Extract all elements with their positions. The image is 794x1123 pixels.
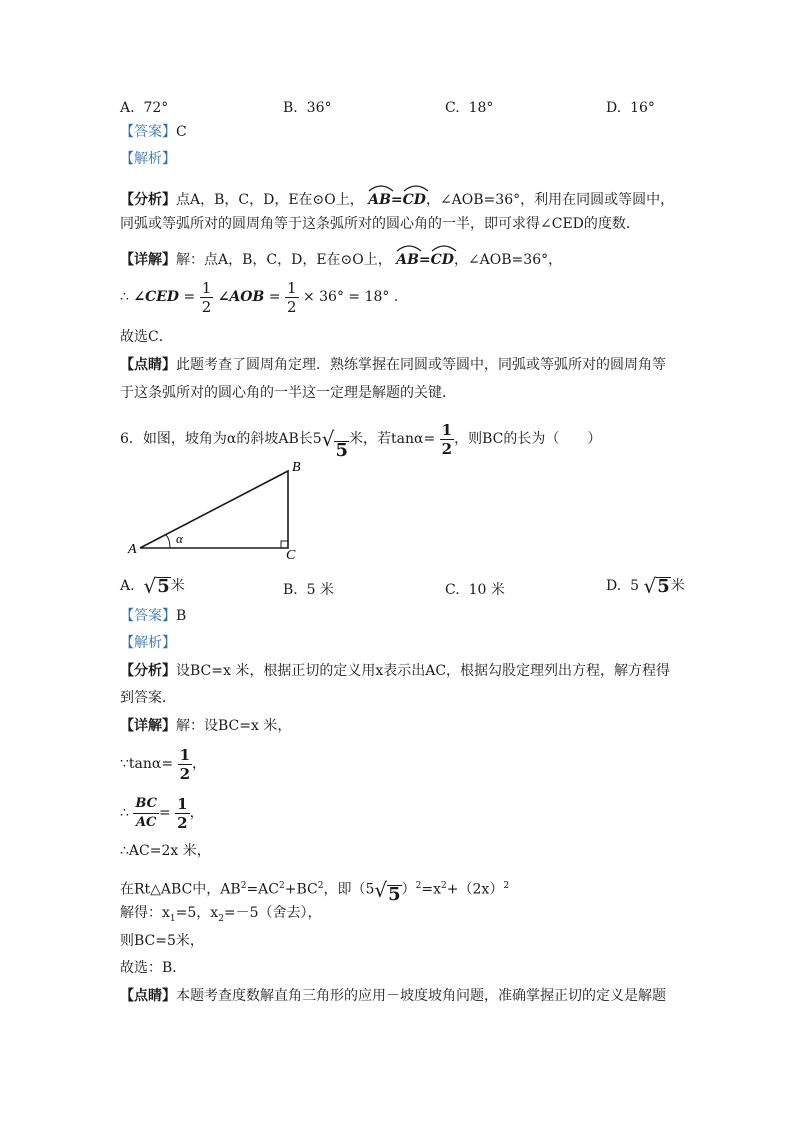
q6-option-b: B. 5 米 [283,582,335,598]
half-fraction: $\frac{1}{2}$ [201,278,212,316]
q5-option-d: D. 16° [606,100,655,116]
q6-step3: ∴ $\frac{BC}{AC}$ = $\frac{1}{2}$ ， [120,794,204,832]
label-c: C [286,548,296,563]
q5-fenxi-line1: 【分析】点A，B，C，D，E在⊙O上， AB= CD，∠AOB=36°，利用在同圆或等圆中， [120,186,674,210]
arc-cd-symbol-2: CD [431,246,454,270]
q6-choose: 故选：B． [120,960,187,976]
triangle-figure [118,455,318,565]
q6-detail-line1: 【详解】解：设BC=x 米， [120,718,292,734]
label-alpha: α [176,531,183,546]
q6-step6: 解得：$x_1=5$，$x_2=-5$（舍去）， [120,905,322,924]
right-angle-mark [281,541,288,548]
q6-step4: ∴AC=2x 米， [120,843,211,859]
stem-fraction: $\frac{1}{2}$ [441,420,453,458]
q6-fenxi-line2: 到答案． [120,690,176,706]
q6-step5: 在Rt△ABC中，$AB^2=AC^2+BC^2$，即（5 √ 5 ）$^2=x^2+(2x)^2$ [120,877,510,905]
label-b: B [292,460,301,475]
bc-ac-fraction: $\frac{BC}{AC}$ [135,795,157,830]
arc-cd-symbol: CD [403,186,426,210]
q5-dianjing-line2: 于这条弧所对的圆心角的一半这一定理是解题的关键． [120,385,456,401]
step2-fraction: $\frac{1}{2}$ [179,745,190,783]
q6-answer: 【答案】B [120,608,187,624]
q5-choose: 故选C． [120,329,173,345]
q5-option-b: B. 36° [283,100,332,116]
triangle-abc [140,471,288,548]
q5-fenxi-line2: 同弧或等弧所对的圆周角等于这条弧所对的圆心角的一半，即可求得∠CED的度数． [120,216,640,232]
q5-answer: 【答案】C [120,124,187,140]
q5-analysis-heading: 【解析】 [120,151,176,167]
q6-option-c: C. 10 米 [445,582,505,598]
q6-step7: 则BC=5米， [120,933,204,949]
q6-step2: ∵tanα= $\frac{1}{2}$ ， [120,745,206,783]
arc-ab-symbol: AB [368,186,391,210]
q5-detail-line1: 【详解】解：点A，B，C，D，E在⊙O上， AB= CD，∠AOB=36°， [120,246,562,270]
sqrt-symbol: √ 5 [321,427,348,461]
label-a: A [128,542,137,557]
q6-option-a: A. √ 5 米 [120,574,185,598]
angle-arc [166,535,170,548]
q6-analysis-heading: 【解析】 [120,635,176,651]
q6-stem: 6．如图，坡角为α的斜坡AB长5 √ 5 米，若tanα= $\frac{1}{2}$ ，则BC的长为（ ） [120,418,601,460]
q5-option-c: C. 18° [445,100,494,116]
q5-equation: ∴ ∠CED = $\frac{1}{2}$ ∠AOB = $\frac{1}{2}$ × 36° = 18° . [120,278,399,316]
q6-option-d: D. 5 √ 5 米 [606,574,685,598]
q6-fenxi-line1: 【分析】设BC=x 米，根据正切的定义用x表示出AC，根据勾股定理列出方程，解方程得 [120,663,671,679]
q5-option-a: A. 72° [120,100,169,116]
q5-dianjing-line1: 【点睛】此题考查了圆周角定理．熟练掌握在同圆或等圆中，同弧或等弧所对的圆周角等 [120,357,666,373]
step3-fraction: $\frac{1}{2}$ [177,794,188,832]
arc-ab-symbol-2: AB [396,246,419,270]
q6-dianjing-line1: 【点睛】本题考查度数解直角三角形的应用－坡度坡角问题，准确掌握正切的定义是解题 [120,988,666,1004]
half-fraction-2: $\frac{1}{2}$ [286,278,297,316]
